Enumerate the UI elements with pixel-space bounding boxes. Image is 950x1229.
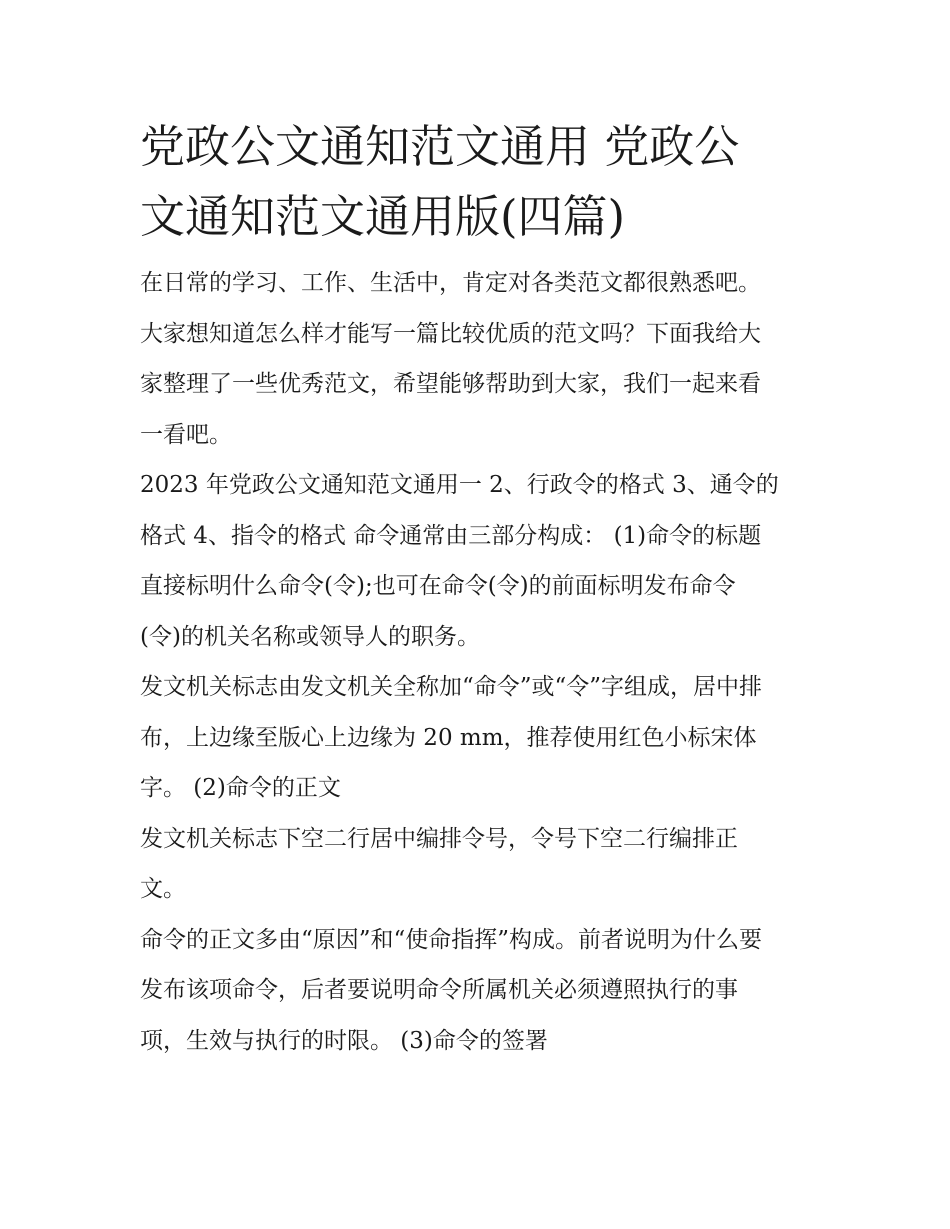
text-line: 格式 4、指令的格式 命令通常由三部分构成： (1)命令的标题 xyxy=(140,522,762,549)
text-line: 2023 年党政公文通知范文通用一 2、行政令的格式 3、通令的 xyxy=(140,472,779,498)
title-line: 党政公文通知范文通用 党政公 xyxy=(140,120,740,173)
text-line: 发布该项命令，后者要说明命令所属机关必须遵照执行的事 xyxy=(140,977,738,1003)
paragraph-intro xyxy=(140,258,812,460)
document-body xyxy=(140,112,812,1066)
text-line: 文。 xyxy=(140,876,186,902)
text-line: 发文机关标志由发文机关全称加“命令”或“令”字组成，居中排 xyxy=(140,674,763,700)
text-line: 布，上边缘至版心上边缘为 20 mm，推荐使用红色小标宋体 xyxy=(140,724,757,751)
text-line: 在日常的学习、工作、生活中，肯定对各类范文都很熟悉吧。 xyxy=(140,270,761,296)
paragraph-command-format xyxy=(140,460,812,662)
text-line: 家整理了一些优秀范文，希望能够帮助到大家，我们一起来看 xyxy=(140,371,761,397)
text-line: 字。 (2)命令的正文 xyxy=(140,775,341,801)
text-line: 大家想知道怎么样才能写一篇比较优质的范文吗？下面我给大 xyxy=(140,320,761,347)
text-line: 直接标明什么命令(令);也可在命令(令)的前面标明发布命令 xyxy=(140,573,736,599)
text-line: 一看吧。 xyxy=(140,421,232,448)
title-line: 文通知范文通用版(四篇) xyxy=(140,190,626,243)
paragraph-command-body xyxy=(140,915,812,1067)
text-line: 项，生效与执行的时限。 (3)命令的签署 xyxy=(140,1027,548,1054)
paragraph-issuer-mark xyxy=(140,662,812,814)
paragraph-order-number xyxy=(140,814,812,915)
text-line: (令)的机关名称或领导人的职务。 xyxy=(140,623,480,650)
document-title xyxy=(140,112,812,252)
text-line: 命令的正文多由“原因”和“使命指挥”构成。前者说明为什么要 xyxy=(140,926,763,953)
text-line: 发文机关标志下空二行居中编排令号，令号下空二行编排正 xyxy=(140,825,738,852)
